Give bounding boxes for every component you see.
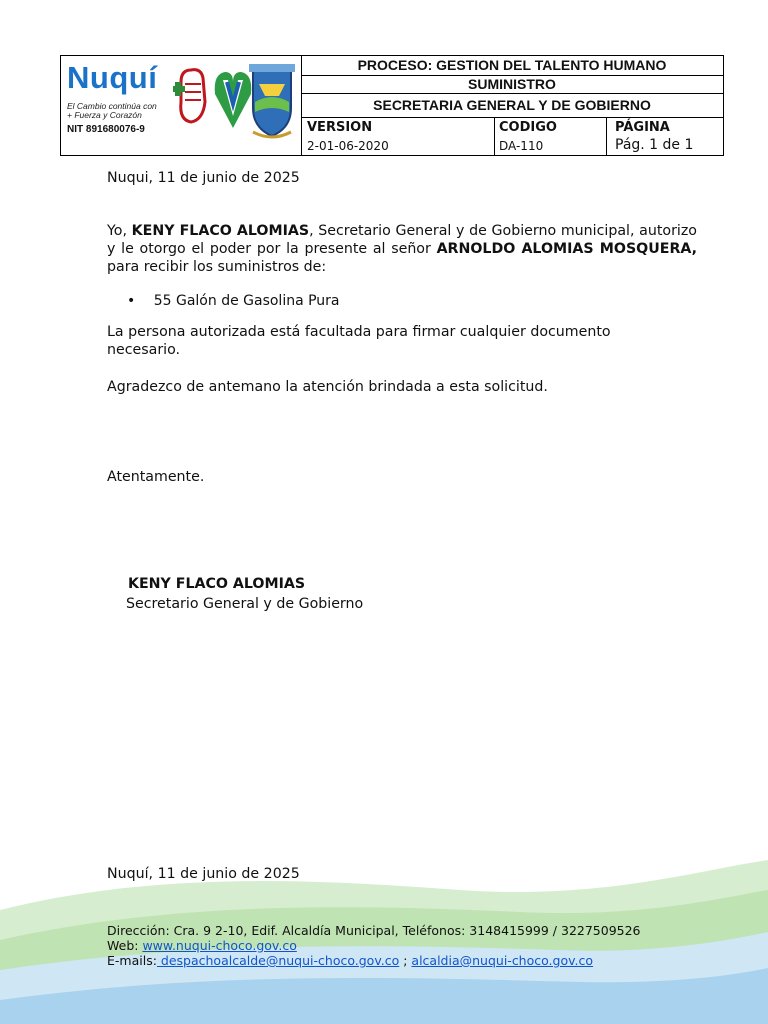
fist-icon: [173, 62, 213, 132]
email-link-despacho[interactable]: despachoalcalde@nuqui-choco.gov.co: [156, 953, 400, 968]
paragraph-text: , Secretario General y de Gobierno municipal, autorizo y le otorgo el poder por la presente al señor: [107, 223, 697, 257]
closing: Atentamente.: [107, 469, 205, 485]
authorizer-name: KENY FLACO ALOMIAS: [131, 223, 310, 239]
process-title: PROCESO: GESTION DEL TALENTO HUMANO: [357, 57, 667, 73]
coat-of-arms-icon: [249, 62, 295, 142]
logo-cell: [61, 56, 302, 155]
paragraph-text: Yo,: [107, 223, 132, 239]
website-link[interactable]: www.nuqui-choco.gov.co: [142, 938, 297, 953]
logo-slogan: [67, 102, 179, 120]
page-label: PÁGINA: [615, 120, 670, 135]
code-label: CODIGO: [499, 120, 557, 135]
municipality-logo-text: Nuquí: [67, 60, 158, 95]
document-subtitle: SUMINISTRO: [468, 76, 556, 92]
footer-address: Dirección: Cra. 9 2-10, Edif. Alcaldía Municipal, Teléfonos: 3148415999 / 3227509526: [107, 923, 641, 938]
supply-item-text: 55 Galón de Gasolina Pura: [153, 293, 340, 309]
footer-emails: [107, 953, 593, 968]
email-separator: ;: [399, 953, 412, 968]
slogan-line-2: + Fuerza y Corazón: [67, 110, 142, 120]
emails-label: E-mails:: [107, 953, 157, 968]
code-value: DA-110: [499, 139, 544, 153]
department-name: SECRETARIA GENERAL Y DE GOBIERNO: [373, 97, 651, 113]
heart-logo-icon: [213, 64, 253, 134]
email-link-alcaldia[interactable]: alcaldia@nuqui-choco.gov.co: [411, 953, 594, 968]
version-label: VERSION: [307, 120, 373, 135]
slogan-line-1: El Cambio continúa con: [67, 101, 157, 111]
date-bottom: Nuquí, 11 de junio de 2025: [107, 866, 300, 882]
thanks-paragraph: Agradezco de antemano la atención brindada a esta solicitud.: [107, 379, 548, 395]
footer-web: [107, 938, 297, 953]
bullet-icon: •: [127, 293, 136, 309]
version-value: 2-01-06-2020: [307, 139, 389, 153]
signer-title: Secretario General y de Gobierno: [126, 596, 364, 612]
authority-paragraph: La persona autorizada está facultada para firmar cualquier documento necesario.: [107, 324, 611, 358]
supply-list-item: [127, 293, 340, 309]
nit-number: NIT 891680076-9: [67, 124, 145, 135]
web-label: Web:: [107, 938, 143, 953]
page-value: Pág. 1 de 1: [615, 137, 694, 153]
authorization-paragraph: [107, 222, 697, 276]
authorized-person-name: ARNOLDO ALOMIAS MOSQUERA,: [436, 241, 697, 257]
signer-name: KENY FLACO ALOMIAS: [128, 576, 306, 592]
paragraph-text: para recibir los suministros de:: [107, 259, 327, 275]
date-top: Nuqui, 11 de junio de 2025: [107, 170, 300, 186]
document-header: [60, 55, 724, 156]
